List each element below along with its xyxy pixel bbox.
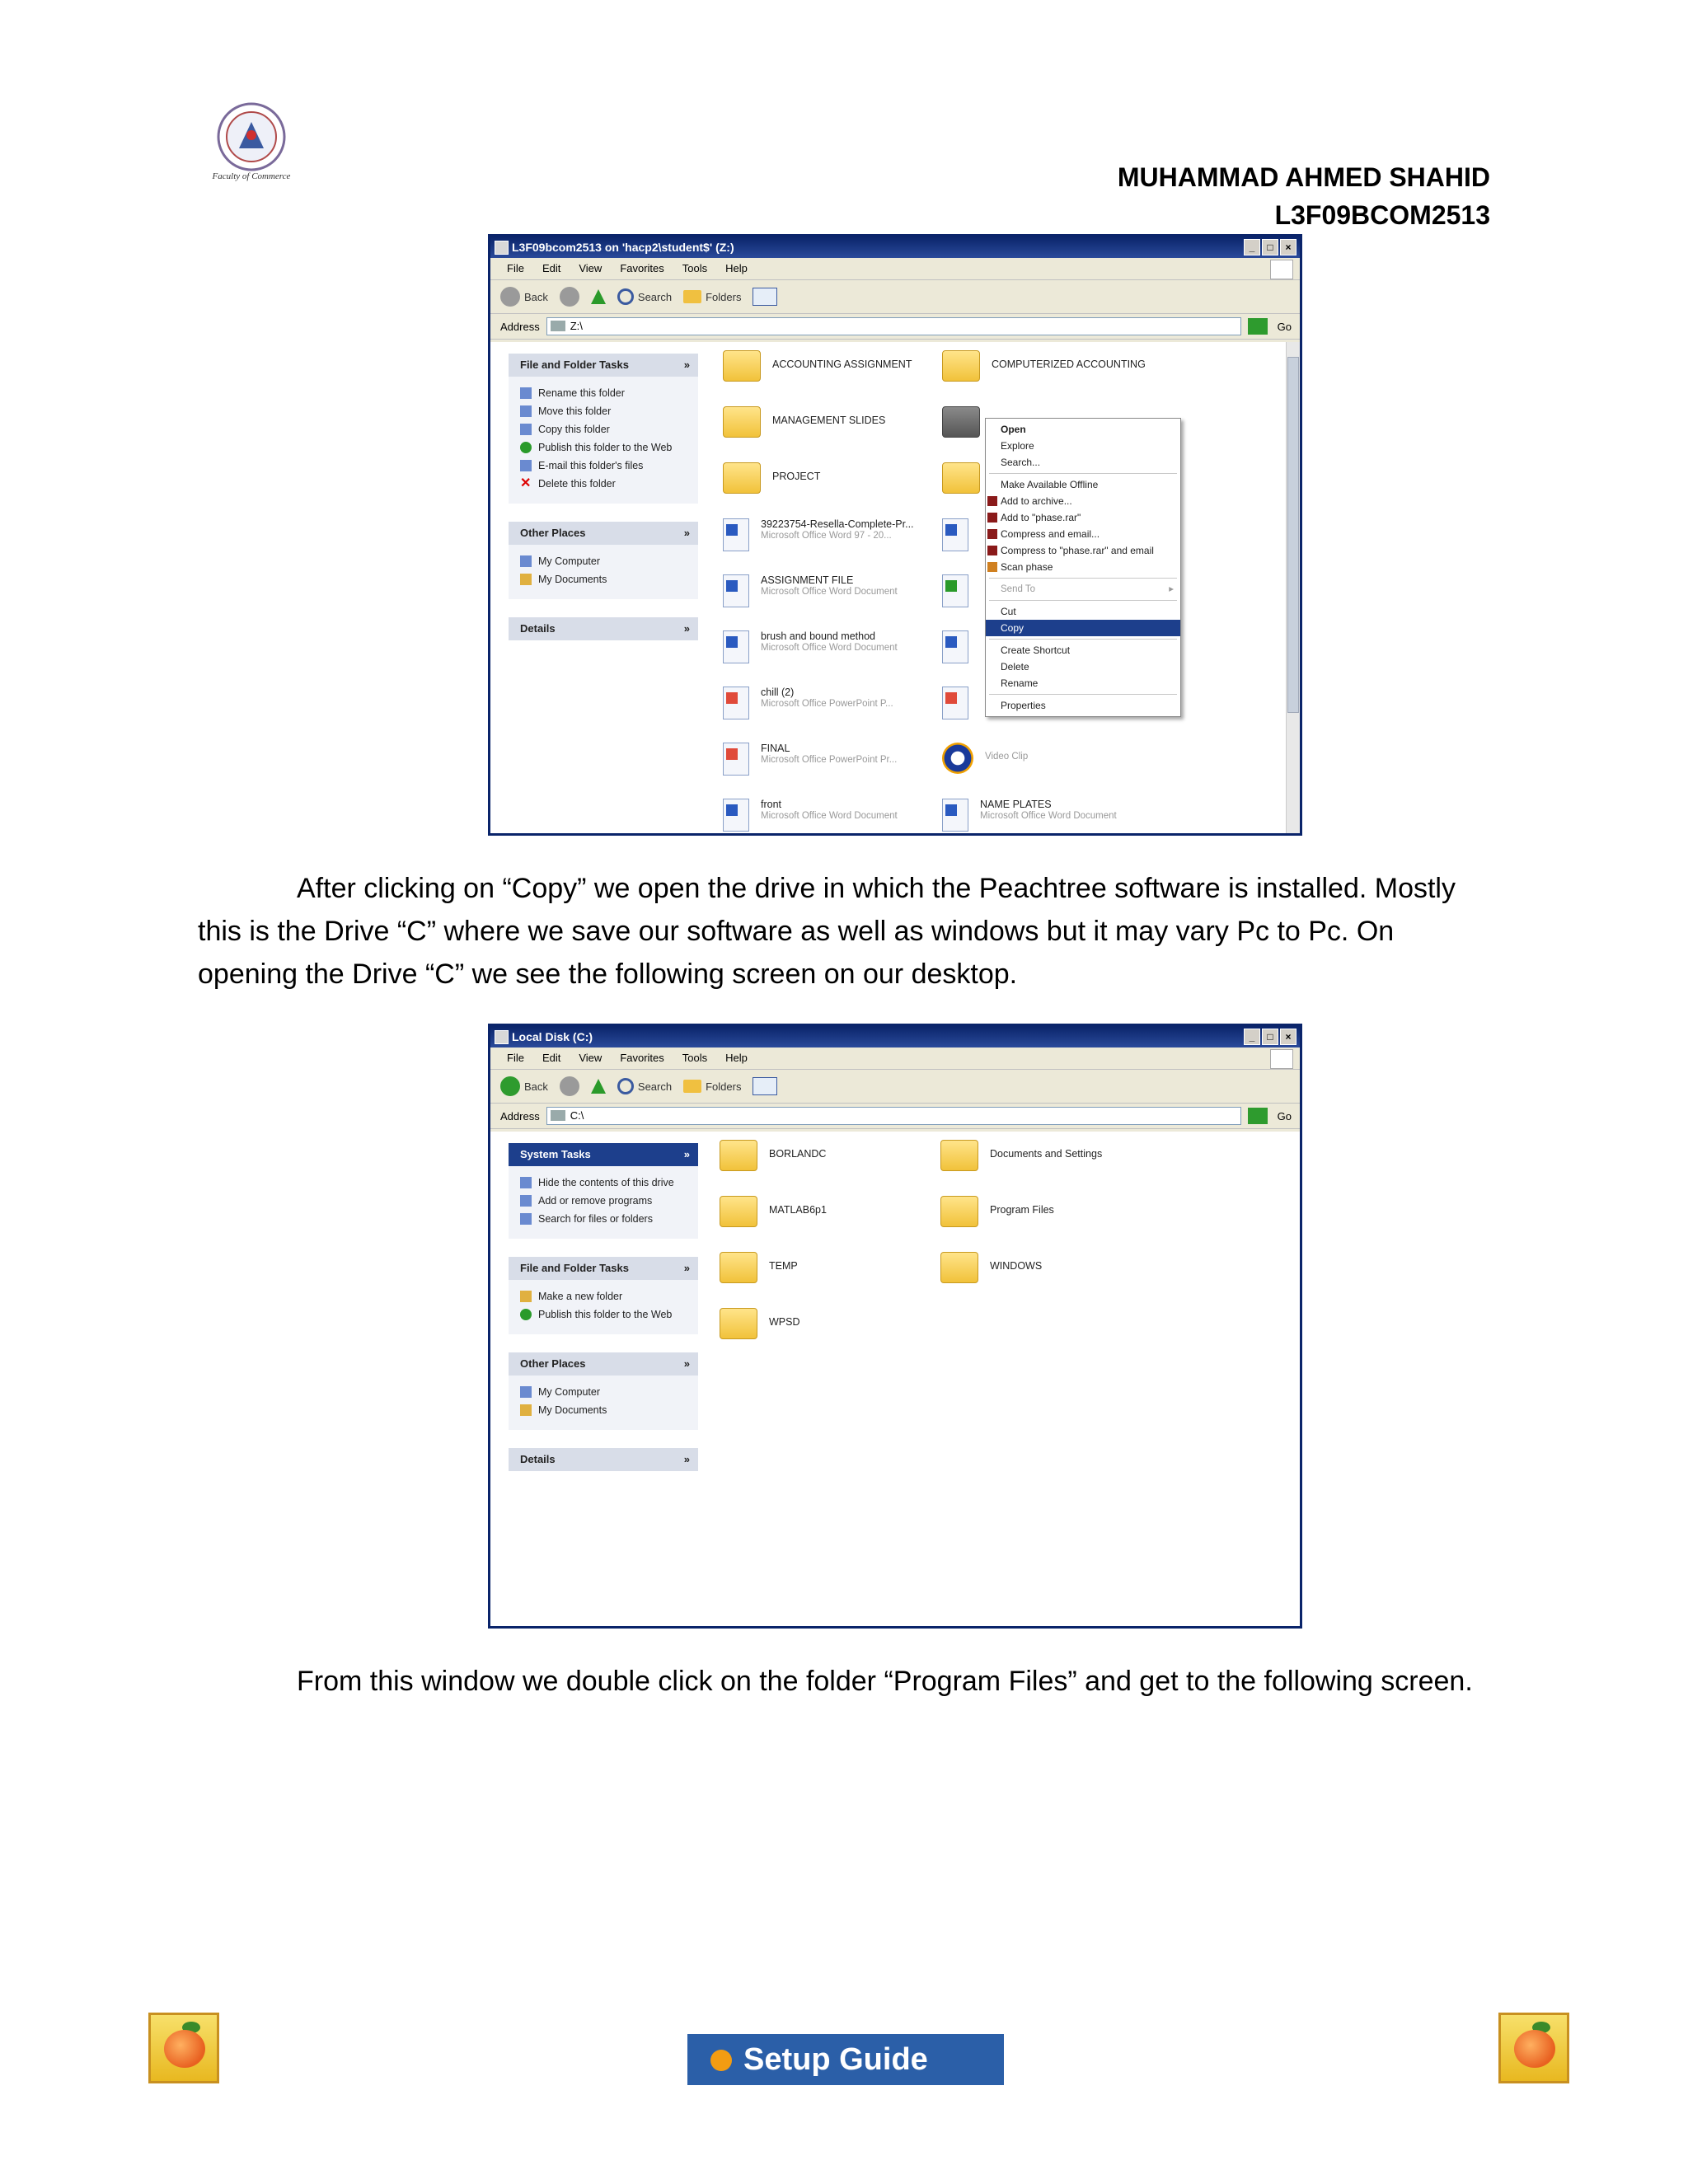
folder-icon [720, 1140, 757, 1171]
peachtree-logo-right [1498, 2013, 1569, 2083]
folder-icon [940, 1140, 978, 1171]
task-label: Make a new folder [538, 1291, 623, 1302]
explorer-window-z-drive [488, 234, 1302, 836]
folder-icon [720, 1308, 757, 1339]
address-bar [490, 314, 1300, 340]
item-type: Microsoft Office Word Document [980, 811, 1117, 821]
folders-button[interactable] [683, 290, 741, 303]
setup-guide-label: Setup Guide [743, 2042, 928, 2077]
task-label: My Computer [538, 555, 601, 567]
menu-separator [989, 578, 1177, 579]
task-pane [509, 354, 698, 658]
item-name: WINDOWS [990, 1260, 1043, 1272]
file-item[interactable] [723, 518, 914, 551]
views-button[interactable] [753, 1077, 777, 1095]
collapse-icon: » [683, 622, 690, 635]
back-arrow-icon [500, 287, 520, 307]
task-hide-drive-contents[interactable] [520, 1176, 690, 1189]
media-player-icon [942, 743, 973, 774]
search-button[interactable] [617, 288, 672, 305]
documents-icon [520, 574, 532, 585]
file-item[interactable] [723, 630, 898, 663]
task-label: E-mail this folder's files [538, 460, 644, 471]
item-name: 39223754-Resella-Complete-Pr... [761, 518, 914, 530]
collapse-icon: » [683, 1148, 690, 1160]
file-item[interactable] [723, 574, 898, 607]
folder-item[interactable] [942, 462, 980, 494]
task-search-files[interactable] [520, 1212, 690, 1226]
up-button[interactable] [591, 289, 606, 304]
word-doc-icon [723, 574, 749, 607]
item-name: PROJECT [772, 471, 821, 482]
ctx-make-offline[interactable]: Make Available Offline [1001, 479, 1099, 490]
ctx-open[interactable]: Open [1001, 424, 1026, 435]
globe-icon [520, 442, 532, 453]
search-icon [617, 1078, 634, 1094]
forward-arrow-icon [560, 287, 579, 307]
task-rename-folder[interactable] [520, 387, 690, 400]
network-drive-icon [551, 321, 565, 331]
folder-item[interactable] [723, 462, 820, 494]
content-area [490, 1132, 1300, 1626]
folder-icon [942, 462, 980, 494]
task-label: My Computer [538, 1386, 601, 1398]
minimize-button[interactable]: _ [1244, 239, 1260, 255]
logo-caption: Faculty of Commerce [212, 171, 291, 181]
task-pane [509, 1143, 698, 1489]
link-my-computer[interactable] [520, 555, 690, 568]
item-type: Microsoft Office Word Document [761, 587, 898, 597]
window-title: L3F09bcom2513 on 'hacp2\student$' (Z:) [512, 241, 734, 254]
go-label: Go [1277, 1109, 1292, 1122]
folder-icon [723, 350, 761, 382]
paragraph-1-text: After clicking on “Copy” we open the drive in which the Peachtree software is installed. Mostly this is the Drive “C” where we save our software as well as windows but it may vary Pc to Pc. On opening the Drive “C” we see the following screen on our desktop. [198, 873, 1456, 990]
folder-item[interactable] [723, 350, 912, 382]
menu-edit[interactable]: Edit [542, 1052, 561, 1064]
menu-help[interactable]: Help [725, 262, 748, 274]
folder-item-program-files[interactable] [940, 1196, 1054, 1227]
ctx-send-to[interactable]: Send To ▸ [986, 581, 1180, 598]
back-arrow-icon [500, 1076, 520, 1096]
task-copy-folder[interactable] [520, 423, 690, 436]
item-name: chill (2) [761, 687, 795, 698]
paragraph-2 [198, 1660, 1490, 1703]
folder-item[interactable] [720, 1196, 827, 1227]
collapse-icon: » [683, 1262, 690, 1274]
paragraph-1 [198, 867, 1490, 996]
powerpoint-icon [723, 743, 749, 776]
item-name: Program Files [990, 1204, 1054, 1216]
email-icon [520, 460, 532, 471]
folder-icon [720, 1196, 757, 1227]
folders-icon [683, 290, 701, 303]
task-label: My Documents [538, 1404, 607, 1416]
file-item[interactable] [942, 630, 968, 663]
task-email-files[interactable] [520, 459, 690, 472]
menu-label: Compress to "phase.rar" and email [1001, 545, 1154, 556]
file-item[interactable] [942, 799, 1117, 832]
forward-button[interactable] [560, 287, 579, 307]
item-type: Microsoft Office Word Document [761, 811, 898, 821]
item-name: NAME PLATES [980, 799, 1052, 810]
panel-header[interactable] [509, 522, 698, 545]
menu-file[interactable]: File [507, 262, 524, 274]
task-label: Add or remove programs [538, 1195, 653, 1207]
file-item[interactable] [723, 743, 897, 776]
panel-header[interactable] [509, 617, 698, 640]
folder-icon [942, 406, 980, 438]
peach-icon [1514, 2030, 1555, 2068]
ctx-rename[interactable]: Rename [1001, 677, 1039, 689]
file-item[interactable] [942, 687, 968, 719]
computer-icon [520, 555, 532, 567]
search-button[interactable] [617, 1078, 672, 1094]
ctx-copy[interactable]: Copy [986, 620, 1180, 636]
excel-icon [942, 574, 968, 607]
file-item[interactable] [942, 743, 1028, 774]
task-label: Publish this folder to the Web [538, 1309, 673, 1320]
setup-guide-banner [687, 2034, 1004, 2085]
scrollbar-thumb[interactable] [1287, 357, 1299, 713]
item-name: Documents and Settings [990, 1148, 1103, 1160]
toolbar [490, 280, 1300, 314]
window-icon [495, 241, 509, 255]
word-doc-icon [723, 518, 749, 551]
folder-icon [720, 1252, 757, 1283]
task-label: Rename this folder [538, 387, 625, 399]
menu-bar [490, 1047, 1300, 1070]
ctx-compress-rar-email[interactable] [986, 542, 1180, 559]
item-name: COMPUTERIZED ACCOUNTING [992, 359, 1146, 370]
panel-header[interactable] [509, 1257, 698, 1280]
forward-button[interactable] [560, 1076, 579, 1096]
folders-label: Folders [706, 290, 742, 303]
ctx-cut[interactable]: Cut [1001, 606, 1016, 617]
document-header [1118, 158, 1490, 234]
link-my-documents[interactable] [520, 573, 690, 586]
link-my-computer[interactable] [520, 1385, 690, 1399]
go-button[interactable] [1248, 318, 1268, 335]
panel-title: File and Folder Tasks [520, 1262, 629, 1274]
collapse-icon: » [683, 1357, 690, 1370]
menu-separator [989, 473, 1177, 474]
folder-item[interactable] [720, 1252, 798, 1283]
search-icon [520, 1213, 532, 1225]
copy-icon [520, 424, 532, 435]
panel-other-places [509, 1352, 698, 1430]
title-bar [490, 237, 1300, 258]
ctx-create-shortcut[interactable]: Create Shortcut [1001, 644, 1071, 656]
item-type: Video Clip [985, 752, 1029, 762]
item-name: MANAGEMENT SLIDES [772, 415, 886, 426]
windows-flag-icon [1270, 1049, 1293, 1069]
ctx-scan[interactable] [986, 559, 1180, 575]
up-button[interactable] [591, 1079, 606, 1094]
task-label: Delete this folder [538, 478, 616, 490]
hide-icon [520, 1177, 532, 1188]
menu-label: Add to "phase.rar" [1001, 512, 1081, 523]
collapse-icon: » [683, 527, 690, 539]
word-doc-icon [723, 799, 749, 832]
documents-icon [520, 1404, 532, 1416]
menu-tools[interactable]: Tools [682, 1052, 708, 1064]
address-input[interactable] [546, 1107, 1241, 1125]
menu-favorites[interactable]: Favorites [620, 262, 664, 274]
item-name: brush and bound method [761, 630, 875, 642]
up-arrow-icon [591, 1079, 606, 1094]
link-my-documents[interactable] [520, 1404, 690, 1417]
menu-bar [490, 258, 1300, 280]
menu-favorites[interactable]: Favorites [620, 1052, 664, 1064]
panel-file-folder-tasks [509, 1257, 698, 1334]
address-input[interactable] [546, 317, 1241, 335]
task-publish-folder[interactable] [520, 1308, 690, 1321]
folder-icon [723, 462, 761, 494]
folder-icon [940, 1252, 978, 1283]
back-button[interactable] [500, 1076, 548, 1096]
title-bar [490, 1026, 1300, 1047]
menu-label: Compress and email... [1001, 528, 1100, 540]
item-name: MATLAB6p1 [769, 1204, 827, 1216]
panel-title: Other Places [520, 1357, 586, 1370]
window-title: Local Disk (C:) [512, 1030, 593, 1043]
folders-icon [683, 1080, 701, 1093]
word-doc-icon [723, 630, 749, 663]
item-type: Microsoft Office PowerPoint P... [761, 699, 893, 709]
folder-item[interactable] [942, 350, 1146, 382]
rename-icon [520, 387, 532, 399]
ctx-properties[interactable]: Properties [1001, 700, 1046, 711]
move-icon [520, 405, 532, 417]
collapse-icon: » [683, 1453, 690, 1465]
maximize-button[interactable]: □ [1262, 239, 1278, 255]
toolbar [490, 1070, 1300, 1104]
folder-item-selected[interactable] [942, 406, 980, 438]
minimize-button[interactable]: _ [1244, 1029, 1260, 1045]
new-folder-icon [520, 1291, 532, 1302]
menu-separator [989, 694, 1177, 695]
search-label: Search [637, 1080, 673, 1093]
maximize-button[interactable]: □ [1262, 1029, 1278, 1045]
collapse-icon: » [683, 359, 690, 371]
powerpoint-icon [723, 687, 749, 719]
menu-file[interactable]: File [507, 1052, 524, 1064]
panel-title: File and Folder Tasks [520, 359, 629, 371]
task-label: Search for files or folders [538, 1213, 653, 1225]
item-name: FINAL [761, 743, 790, 754]
task-delete-folder[interactable] [520, 477, 690, 490]
ctx-explore[interactable]: Explore [1001, 440, 1034, 452]
item-name: front [761, 799, 782, 810]
peachtree-logo-left [148, 2013, 219, 2083]
panel-header[interactable] [509, 1448, 698, 1471]
panel-title: Details [520, 1453, 556, 1465]
winrar-icon [987, 546, 997, 555]
file-item[interactable] [942, 518, 968, 551]
address-bar [490, 1104, 1300, 1129]
folder-item[interactable] [720, 1140, 826, 1171]
address-value: Z:\ [570, 320, 583, 332]
panel-header[interactable] [509, 354, 698, 377]
task-make-new-folder[interactable] [520, 1290, 690, 1303]
panel-title: Details [520, 622, 556, 635]
panel-other-places [509, 522, 698, 599]
ctx-compress-email[interactable] [986, 526, 1180, 542]
folders-button[interactable] [683, 1080, 741, 1093]
back-label: Back [524, 290, 548, 303]
up-arrow-icon [591, 289, 606, 304]
folder-icon [723, 406, 761, 438]
local-disk-icon [551, 1110, 565, 1121]
folder-item[interactable] [723, 406, 885, 438]
paragraph-2-text: From this window we double click on the folder “Program Files” and get to the following screen. [297, 1666, 1473, 1697]
folder-item[interactable] [720, 1308, 800, 1339]
windows-flag-icon [1270, 260, 1293, 279]
menu-tools[interactable]: Tools [682, 262, 708, 274]
bullet-dot-icon [710, 2050, 732, 2071]
menu-separator [989, 639, 1177, 640]
go-button[interactable] [1248, 1108, 1268, 1124]
folder-item[interactable] [940, 1140, 1102, 1171]
word-doc-icon [942, 630, 968, 663]
item-type: Microsoft Office PowerPoint Pr... [761, 755, 898, 765]
item-name: ACCOUNTING ASSIGNMENT [772, 359, 912, 370]
programs-icon [520, 1195, 532, 1207]
item-name: ASSIGNMENT FILE [761, 574, 854, 586]
task-label: My Documents [538, 574, 607, 585]
word-doc-icon [942, 518, 968, 551]
menu-help[interactable]: Help [725, 1052, 748, 1064]
menu-view[interactable]: View [579, 262, 603, 274]
forward-arrow-icon [560, 1076, 579, 1096]
ctx-add-rar[interactable] [986, 509, 1180, 526]
menu-edit[interactable]: Edit [542, 262, 561, 274]
ctx-delete[interactable]: Delete [1001, 661, 1029, 673]
ctx-search[interactable]: Search... [1001, 457, 1041, 468]
address-label: Address [500, 1109, 540, 1122]
menu-separator [989, 600, 1177, 601]
panel-header[interactable] [509, 1352, 698, 1376]
menu-view[interactable]: View [579, 1052, 603, 1064]
peach-icon [164, 2030, 205, 2068]
search-label: Search [637, 290, 673, 303]
explorer-window-c-drive [488, 1024, 1302, 1629]
task-label: Publish this folder to the Web [538, 442, 673, 453]
close-button[interactable]: × [1280, 1029, 1296, 1045]
task-label: Move this folder [538, 405, 612, 417]
back-label: Back [524, 1080, 548, 1093]
panel-details [509, 1448, 698, 1471]
university-logo [202, 97, 301, 186]
menu-label: Add to archive... [1001, 495, 1072, 507]
computer-icon [520, 1386, 532, 1398]
winrar-icon [987, 529, 997, 539]
go-label: Go [1277, 320, 1292, 333]
winrar-icon [987, 496, 997, 506]
winrar-icon [987, 513, 997, 523]
folders-label: Folders [706, 1080, 742, 1093]
author-name: MUHAMMAD AHMED SHAHID [1117, 162, 1490, 192]
panel-details [509, 617, 698, 640]
panel-header[interactable] [509, 1143, 698, 1166]
folder-icon [942, 350, 980, 382]
task-move-folder[interactable] [520, 405, 690, 418]
task-publish-folder[interactable] [520, 441, 690, 454]
delete-icon: ✕ [520, 476, 532, 490]
folder-item[interactable] [940, 1252, 1042, 1283]
roll-number: L3F09BCOM2513 [1274, 200, 1490, 230]
content-area [490, 342, 1300, 833]
task-label: Copy this folder [538, 424, 610, 435]
word-doc-icon [942, 799, 968, 832]
address-value: C:\ [570, 1109, 584, 1122]
search-icon [617, 288, 634, 305]
item-name: BORLANDC [769, 1148, 827, 1160]
panel-title: Other Places [520, 527, 586, 539]
window-icon [495, 1030, 509, 1044]
ctx-add-archive[interactable] [986, 493, 1180, 509]
panel-title: System Tasks [520, 1148, 591, 1160]
vertical-scrollbar[interactable] [1286, 342, 1300, 833]
back-button[interactable] [500, 287, 548, 307]
close-button[interactable]: × [1280, 239, 1296, 255]
item-name: TEMP [769, 1260, 798, 1272]
item-type: Microsoft Office Word Document [761, 643, 898, 653]
folder-icon [940, 1196, 978, 1227]
item-name: WPSD [769, 1316, 800, 1328]
file-item[interactable] [942, 574, 968, 607]
powerpoint-icon [942, 687, 968, 719]
antivirus-icon [987, 562, 997, 572]
views-button[interactable] [753, 288, 777, 306]
address-label: Address [500, 320, 540, 333]
file-item[interactable] [723, 687, 893, 719]
task-add-remove-programs[interactable] [520, 1194, 690, 1207]
globe-icon [520, 1309, 532, 1320]
menu-label: Scan phase [1001, 561, 1053, 573]
panel-system-tasks [509, 1143, 698, 1239]
panel-file-folder-tasks [509, 354, 698, 504]
task-label: Hide the contents of this drive [538, 1177, 674, 1188]
context-menu [985, 418, 1181, 717]
file-item[interactable] [723, 799, 898, 832]
item-type: Microsoft Office Word 97 - 20... [761, 531, 892, 541]
